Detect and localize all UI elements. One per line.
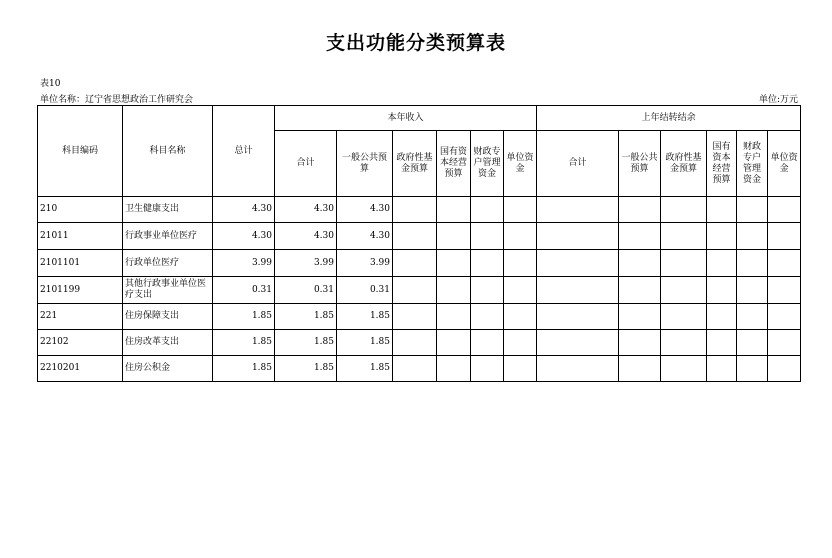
row-name: 行政事业单位医疗 bbox=[123, 223, 213, 250]
header-carryover: 上年结转结余 bbox=[537, 106, 801, 131]
row-total: 1.85 bbox=[213, 356, 275, 382]
table-row bbox=[38, 330, 801, 356]
row-name: 住房保障支出 bbox=[123, 304, 213, 330]
row-subtotal: 4.30 bbox=[275, 197, 337, 223]
row-subtotal: 3.99 bbox=[275, 250, 337, 277]
table-row bbox=[38, 197, 801, 223]
header-code: 科目编码 bbox=[38, 106, 123, 197]
row-general: 4.30 bbox=[337, 223, 393, 250]
currency-unit-label: 单位:万元 bbox=[758, 95, 798, 105]
table-row bbox=[38, 277, 801, 304]
row-code: 221 bbox=[38, 304, 123, 330]
row-name: 其他行政事业单位医疗支出 bbox=[123, 277, 213, 304]
row-code: 2101101 bbox=[38, 250, 123, 277]
header-current-gov-fund: 政府性基金预算 bbox=[393, 131, 437, 197]
row-general: 1.85 bbox=[337, 330, 393, 356]
row-subtotal: 1.85 bbox=[275, 304, 337, 330]
header-current-subtotal: 合计 bbox=[275, 131, 337, 197]
row-code: 21011 bbox=[38, 223, 123, 250]
row-general: 0.31 bbox=[337, 277, 393, 304]
header-carry-general: 一般公共预算 bbox=[619, 131, 661, 197]
header-current-special-account: 财政专户管理资金 bbox=[471, 131, 504, 197]
row-general: 1.85 bbox=[337, 356, 393, 382]
row-name: 住房改革支出 bbox=[123, 330, 213, 356]
row-total: 1.85 bbox=[213, 330, 275, 356]
page-title: 支出功能分类预算表 bbox=[325, 32, 506, 54]
row-general: 4.30 bbox=[337, 197, 393, 223]
header-current-general: 一般公共预算 bbox=[337, 131, 393, 197]
header-carry-unit-funds: 单位资金 bbox=[768, 131, 801, 197]
row-total: 1.85 bbox=[213, 304, 275, 330]
header-current-income: 本年收入 bbox=[275, 106, 537, 131]
row-subtotal: 4.30 bbox=[275, 223, 337, 250]
header-current-state-capital: 国有资本经营预算 bbox=[437, 131, 471, 197]
header-carry-state-capital: 国有资本经营预算 bbox=[707, 131, 737, 197]
row-general: 3.99 bbox=[337, 250, 393, 277]
table-row bbox=[38, 356, 801, 382]
row-code: 2210201 bbox=[38, 356, 123, 382]
row-general: 1.85 bbox=[337, 304, 393, 330]
header-carry-gov-fund: 政府性基金预算 bbox=[661, 131, 707, 197]
row-total: 4.30 bbox=[213, 197, 275, 223]
table-number: 表10 bbox=[40, 79, 61, 89]
header-name: 科目名称 bbox=[123, 106, 213, 197]
header-row-top bbox=[38, 106, 801, 131]
header-carry-subtotal: 合计 bbox=[537, 131, 619, 197]
row-name: 卫生健康支出 bbox=[123, 197, 213, 223]
row-code: 210 bbox=[38, 197, 123, 223]
row-name: 行政单位医疗 bbox=[123, 250, 213, 277]
row-name: 住房公积金 bbox=[123, 356, 213, 382]
table-row bbox=[38, 304, 801, 330]
row-total: 0.31 bbox=[213, 277, 275, 304]
table-row bbox=[38, 223, 801, 250]
row-subtotal: 0.31 bbox=[275, 277, 337, 304]
row-total: 3.99 bbox=[213, 250, 275, 277]
table-row bbox=[38, 250, 801, 277]
unit-name-label: 单位名称：辽宁省思想政治工作研究会 bbox=[40, 95, 194, 105]
header-current-unit-funds: 单位资金 bbox=[504, 131, 537, 197]
row-total: 4.30 bbox=[213, 223, 275, 250]
header-carry-special-account: 财政专户管理资金 bbox=[737, 131, 768, 197]
row-subtotal: 1.85 bbox=[275, 330, 337, 356]
header-total: 总计 bbox=[213, 106, 275, 197]
row-code: 2101199 bbox=[38, 277, 123, 304]
row-code: 22102 bbox=[38, 330, 123, 356]
expenditure-table bbox=[37, 105, 801, 382]
row-subtotal: 1.85 bbox=[275, 356, 337, 382]
